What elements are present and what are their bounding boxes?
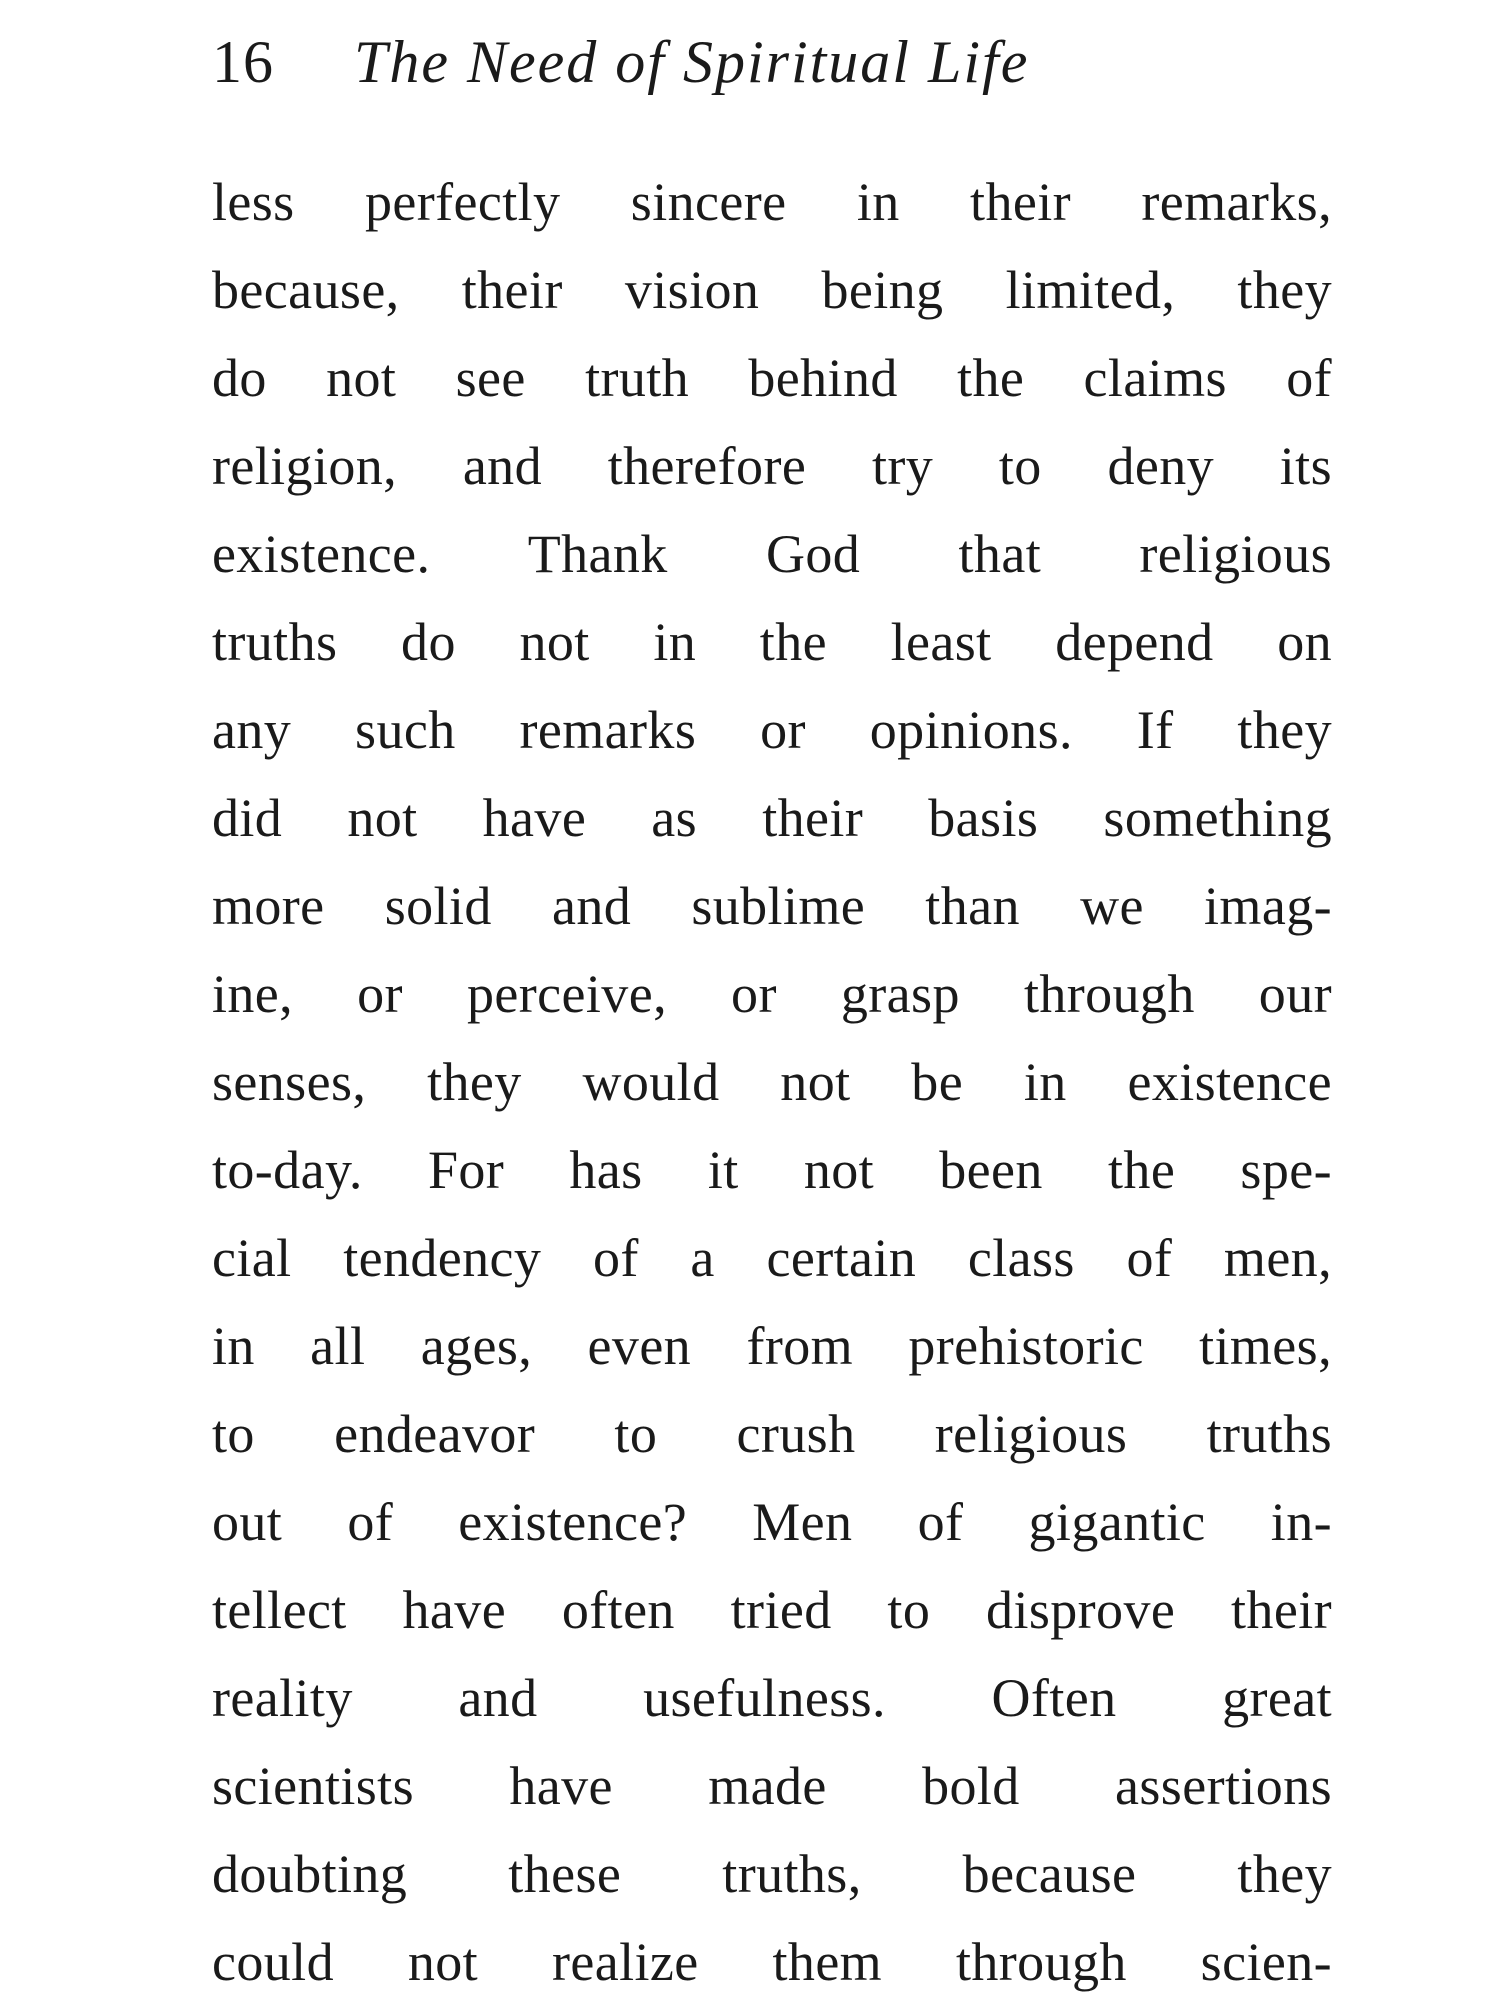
text-line: cial tendency of a certain class of men, [212, 1228, 1332, 1288]
text-line: reality and usefulness. Often great [212, 1668, 1332, 1728]
text-line: existence. Thank God that religious [212, 524, 1332, 584]
text-line: in all ages, even from prehistoric times, [212, 1316, 1332, 1376]
text-line: do not see truth behind the claims of [212, 348, 1332, 408]
text-line: because, their vision being limited, they [212, 260, 1332, 320]
text-line: scientists have made bold assertions [212, 1756, 1332, 1816]
running-head [212, 22, 1332, 102]
text-line: did not have as their basis something [212, 788, 1332, 848]
text-line: senses, they would not be in existence [212, 1052, 1332, 1112]
page-number: 16 [212, 29, 274, 95]
text-line: any such remarks or opinions. If they [212, 700, 1332, 760]
text-line: doubting these truths, because they [212, 1844, 1332, 1904]
text-line: religion, and therefore try to deny its [212, 436, 1332, 496]
text-line: more solid and sublime than we imag- [212, 876, 1332, 936]
text-line: truths do not in the least depend on [212, 612, 1332, 672]
text-line: ine, or perceive, or grasp through our [212, 964, 1332, 1024]
text-line: to endeavor to crush religious truths [212, 1404, 1332, 1464]
text-line: could not realize them through scien- [212, 1932, 1332, 1992]
running-title: The Need of Spiritual Life [354, 29, 1030, 95]
text-line: less perfectly sincere in their remarks, [212, 172, 1332, 232]
text-line: to-day. For has it not been the spe- [212, 1140, 1332, 1200]
body-text [212, 158, 1332, 2006]
text-line: out of existence? Men of gigantic in- [212, 1492, 1332, 1552]
text-line: tellect have often tried to disprove their [212, 1580, 1332, 1640]
